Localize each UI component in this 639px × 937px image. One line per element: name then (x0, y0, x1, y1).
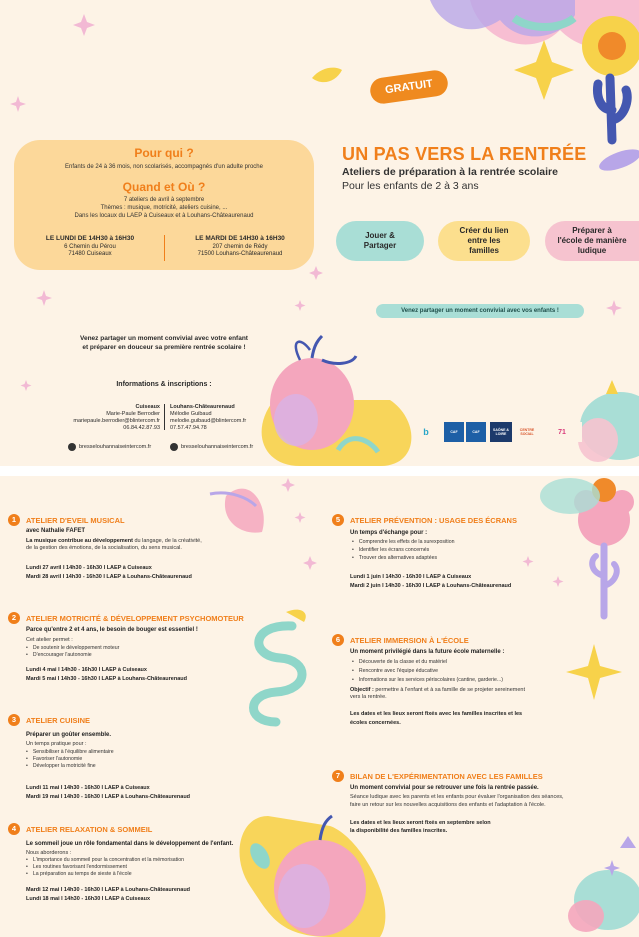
atelier-number: 1 (8, 514, 20, 526)
subtitle-age: Pour les enfants de 2 à 3 ans (342, 180, 479, 192)
pill-creer-lien: Créer du lien entre les familles (438, 221, 530, 261)
atelier-list-item: • L'importance du sommeil pour la concentration et la mémorisation (26, 857, 184, 864)
flyer-front (0, 0, 639, 466)
atelier-list-item: • Développer la motricité fine (26, 763, 96, 770)
info-box (14, 140, 314, 270)
logo-bresse: b (413, 422, 439, 442)
atelier-date: Mardi 5 mai I 14h30 - 16h30 I LAEP à Louhans-Châteaurenaud (26, 676, 187, 682)
pour-qui-heading: Pour qui ? (134, 146, 194, 160)
atelier-lead: Un moment privilégié dans la future école maternelle : (350, 649, 505, 655)
atelier-title: ATELIER MOTRICITÉ & DÉVELOPPEMENT PSYCHOMOTEUR (26, 614, 244, 623)
facebook-link[interactable]: bresselouhannaiseintercom.fr (170, 443, 253, 451)
atelier-list-item: • Identifier les écrans concernés (352, 547, 429, 554)
address-street: 6 Chemin du Pérou (64, 243, 116, 250)
atelier-date: Mardi 12 mai I 14h30 - 16h30 I LAEP à Louhans-Châteaurenaud (26, 887, 191, 893)
atelier-title: ATELIER D'EVEIL MUSICAL (26, 516, 125, 525)
atelier-list-item: • Découverte de la classe et du matériel (352, 659, 447, 666)
atelier-note: Les dates et les lieux seront fixés en septembre selon (350, 820, 491, 826)
atelier-date: Lundi 11 mai I 14h30 - 16h30 I LAEP à Cuiseaux (26, 785, 150, 791)
pour-qui-text: Enfants de 24 à 36 mois, non scolarisés, accompagnés d'un adulte proche (65, 164, 263, 170)
contact-louhans: Louhans-Châteaurenaud Mélodie Guibaud melodie.guibaud@blintercom.fr 07.57.47.94.78 (170, 404, 247, 431)
flyer-back (0, 476, 639, 937)
logo-centre-social: CENTRE SOCIAL (516, 422, 538, 442)
atelier-date: Lundi 1 juin I 14h30 - 16h30 I LAEP à Cuiseaux (350, 574, 472, 580)
website-link[interactable]: bresselouhannaiseintercom.fr (68, 443, 151, 451)
atelier-date: Mardi 2 juin I 14h30 - 16h30 I LAEP à Louhans-Châteaurenaud (350, 583, 512, 589)
atelier-title: ATELIER CUISINE (26, 716, 91, 725)
free-badge: GRATUIT (369, 69, 450, 106)
quand-heading: Quand et Où ? (122, 180, 206, 194)
address-louhans (170, 235, 310, 259)
atelier-desc: La musique contribue au développement du langage, de la créativité, de la gestion des émotions, de la socialisation, du sens musical. (26, 538, 202, 551)
blob-bottom-right-illustration (578, 380, 639, 462)
atelier-note: la disponibilité des familles inscrites. (350, 828, 448, 834)
atelier-date: Lundi 27 avril I 14h30 - 16h30 I LAEP à Cuiseaux (26, 565, 152, 571)
atelier-number: 5 (332, 514, 344, 526)
blob-bottom-right-illustration (568, 836, 639, 932)
leaf-top-center-illustration (210, 478, 306, 533)
atelier-date: Mardi 28 avril I 14h30 - 16h30 I LAEP à Louhans-Châteaurenaud (26, 574, 192, 580)
atelier-note: écoles concernées. (350, 720, 401, 726)
pill-preparer-ecole: Préparer à l'école de manière ludique (545, 221, 639, 261)
atelier-intro: Un temps pratique pour : (26, 741, 87, 747)
contact-cuiseaux: Cuiseaux Marie-Paule Berrodier mariepaule.berrodier@blintercom.fr 06.84.42.87.93 (73, 404, 160, 431)
atelier-text: faire un retour sur les nouvelles acquisitions des enfants et l'adaptation à l'école. (350, 802, 546, 808)
atelier-lead: Un moment convivial pour se retrouver une fois la rentrée passée. (350, 785, 539, 791)
snake-illustration (254, 610, 306, 722)
atelier-list-item: • La préparation au temps de sieste à l'école (26, 871, 132, 878)
atelier-title: ATELIER IMMERSION À L'ÉCOLE (350, 636, 469, 645)
atelier-number: 7 (332, 770, 344, 782)
quand-line: Thèmes : musique, motricité, ateliers cuisine, ... (100, 205, 228, 211)
logo-caf: CAF (466, 422, 486, 442)
atelier-list-item: • Rencontre avec l'équipe éducative (352, 668, 438, 675)
atelier-number: 3 (8, 714, 20, 726)
logo-saone-loire: SAÔNE & LOIRE (490, 422, 512, 442)
invite-line: et préparer en douceur sa première rentrée scolaire ! (82, 344, 246, 351)
atelier-list-item: • Favoriser l'autonomie (26, 756, 82, 763)
atelier-title: ATELIER RELAXATION & SOMMEIL (26, 825, 153, 834)
atelier-intro: Cet atelier permet : (26, 637, 73, 643)
globe-icon (68, 443, 76, 451)
logo-71: 71 (542, 422, 582, 442)
page-title: UN PAS VERS LA RENTRÉE (342, 144, 587, 164)
atelier-sub: avec Nathalie FAFET (26, 528, 86, 534)
address-day: LE LUNDI DE 14H30 à 16H30 (45, 235, 135, 242)
address-city: 71480 Cuiseaux (68, 251, 112, 257)
atelier-date: Lundi 18 mai I 14h30 - 16h30 I LAEP à Cuiseaux (26, 896, 151, 902)
quand-line: Dans les locaux du LAEP à Cuiseaux et à Louhans-Châteaurenaud (74, 213, 254, 219)
banner-convivial: Venez partager un moment convivial avec vos enfants ! (376, 304, 584, 318)
atelier-lead: Un temps d'échange pour : (350, 530, 428, 536)
address-street: 207 chemin de Rédy (212, 243, 268, 250)
atelier-title: ATELIER PRÉVENTION : USAGE DES ÉCRANS (350, 516, 517, 525)
atelier-text: Séance ludique avec les parents et les enfants pour évaluer l'organisation des séances, (350, 794, 564, 800)
invite-line: Venez partager un moment convivial avec votre enfant (80, 335, 248, 342)
atelier-lead: Parce qu'entre 2 et 4 ans, le besoin de bouger est essentiel ! (26, 627, 198, 633)
atelier-note: Les dates et les lieux seront fixés avec les familles inscrites et les (350, 711, 523, 717)
atelier-date: Lundi 4 mai I 14h30 - 16h30 I LAEP à Cuiseaux (26, 667, 147, 673)
divider (164, 235, 165, 261)
atelier-intro: Nous aborderons : (26, 850, 72, 856)
subtitle: Ateliers de préparation à la rentrée scolaire (342, 166, 558, 178)
info-heading: Informations & inscriptions : (116, 381, 212, 388)
pill-jouer-partager: Jouer & Partager (336, 221, 424, 261)
quand-line: 7 ateliers de avril à septembre (123, 197, 205, 203)
atelier-date: Mardi 19 mai I 14h30 - 16h30 I LAEP à Louhans-Châteaurenaud (26, 794, 191, 800)
atelier-number: 4 (8, 823, 20, 835)
atelier-list-item: • Informations sur les services périscolaires (cantine, garderie...) (352, 677, 503, 684)
address-cuiseaux (20, 235, 160, 259)
flower-right-illustration (540, 478, 634, 616)
atelier-lead: Le sommeil joue un rôle fondamental dans le développement de l'enfant. (26, 841, 234, 847)
atelier-list-item: • Sensibiliser à l'équilibre alimentaire (26, 749, 114, 756)
atelier-list-item: • Trouver des alternatives adaptées (352, 555, 437, 562)
atelier-list-item: • Les routines favorisant l'endormissement (26, 864, 127, 871)
facebook-icon (170, 443, 178, 451)
atelier-number: 2 (8, 612, 20, 624)
logo-caf: CAF (444, 422, 464, 442)
atelier-title: BILAN DE L'EXPÉRIMENTATION AVEC LES FAMILLES (350, 772, 543, 781)
atelier-list-item: • Comprendre les effets de la surexposition (352, 539, 454, 546)
address-city: 71500 Louhans-Châteaurenaud (197, 251, 283, 257)
address-day: LE MARDI DE 14H30 à 16H30 (195, 235, 285, 242)
atelier-lead: Préparer un goûter ensemble. (26, 732, 112, 738)
apple-illustration (262, 336, 412, 466)
atelier-list-item: • D'encourager l'autonomie (26, 652, 92, 659)
atelier-number: 6 (332, 634, 344, 646)
leaf-icon (312, 68, 342, 83)
atelier-objective: Objectif : permettre à l'enfant et à sa famille de se projeter sereinement vers la rentrée. (350, 687, 525, 700)
atelier-list-item: • De soutenir le développement moteur (26, 645, 119, 652)
divider (164, 404, 165, 430)
